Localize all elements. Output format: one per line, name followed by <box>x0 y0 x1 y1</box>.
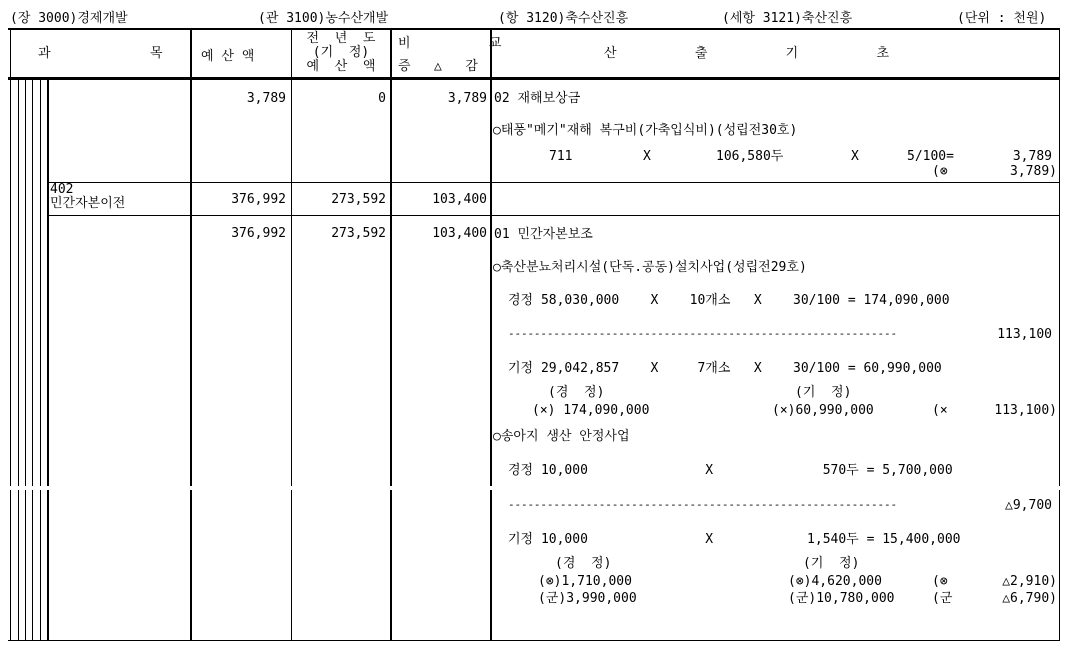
s3-i2-t1: △2,910) <box>1002 574 1057 589</box>
s3-i1-total: 113,100 <box>997 327 1052 342</box>
s3-i2-line1: 경정 10,000 X 570두 = 5,700,000 <box>508 463 953 478</box>
s1-calc-x1: X <box>643 149 651 164</box>
s3-i1-sub: (× <box>932 403 948 418</box>
s2-budget: 376,992 <box>231 192 286 207</box>
s3-i2-lbl-b: (기 정) <box>803 556 860 571</box>
header-budget: 예 산 액 <box>201 49 255 64</box>
header-prev-2: (기 정) <box>312 45 370 60</box>
s3-i1-line2: 기정 29,042,857 X 7개소 X 30/100 = 60,990,000 <box>508 361 942 376</box>
s3-item1: ○축산분뇨처리시설(단독.공동)설치사업(성립전29호) <box>493 260 807 275</box>
s3-i2-line2: 기정 10,000 X 1,540두 = 15,400,000 <box>508 532 961 547</box>
s2-diff: 103,400 <box>432 192 487 207</box>
unit-label: (단위 : 천원) <box>957 11 1047 26</box>
header-prev-1: 전 년 도 <box>306 31 376 46</box>
s1-calc-sub-total: 3,789) <box>1010 164 1057 179</box>
header-mok: 목 <box>150 46 163 61</box>
page-break-gap <box>8 486 1061 490</box>
s3-prev: 273,592 <box>331 226 386 241</box>
s3-i2-s1: (⊗ <box>932 574 948 589</box>
gwan-label: (관 3100)농수산개발 <box>258 11 389 26</box>
s2-code: 402 <box>50 182 74 197</box>
s3-i1-line1: 경정 58,030,000 X 10개소 X 30/100 = 174,090,000 <box>508 293 950 308</box>
s1-item: ○태풍"메기"재해 복구비(가축입식비)(성립전30호) <box>493 123 798 138</box>
s3-i2-t2: △6,790) <box>1002 591 1057 606</box>
s1-calc-x2: X <box>851 149 859 164</box>
s1-calc-sub: (⊗ <box>932 164 948 179</box>
s3-i2-s2: (군 <box>932 591 953 606</box>
s1-calc-b: 106,580두 <box>716 149 784 164</box>
s3-i2-b1: (⊗)4,620,000 <box>788 574 882 589</box>
s3-i1-val-b: (×)60,990,000 <box>772 403 874 418</box>
jang-label: (장 3000)경제개발 <box>10 11 128 26</box>
s1-budget: 3,789 <box>246 91 286 106</box>
s1-diff: 3,789 <box>447 91 487 106</box>
s1-calc-a: 711 <box>549 149 573 164</box>
sehang-label: (세항 3121)축산진흥 <box>722 11 853 26</box>
s3-i2-dash: ------------------------------------------------------------ <box>508 498 897 511</box>
s3-i2-b2: (군)10,780,000 <box>788 591 895 606</box>
s3-i1-lbl-a: (경 정) <box>548 385 605 400</box>
header-compare-1: 비 교 <box>398 36 502 51</box>
s3-i1-dash: ------------------------------------------------------------ <box>508 327 897 340</box>
s3-i1-val-a: (×) 174,090,000 <box>532 403 650 418</box>
header-compare-2: 증 △ 감 <box>398 59 478 74</box>
header-basis: 산 출 기 초 <box>604 46 890 61</box>
s3-title: 01 민간자본보조 <box>494 227 593 242</box>
s2-name: 민간자본이전 <box>50 196 126 211</box>
s3-i2-lbl-a: (경 정) <box>555 556 612 571</box>
s2-prev: 273,592 <box>331 192 386 207</box>
s1-calc-c: 5/100= <box>907 149 954 164</box>
s3-budget: 376,992 <box>231 226 286 241</box>
header-gwa: 과 <box>38 46 51 61</box>
s1-prev: 0 <box>378 91 386 106</box>
s3-i1-lbl-b: (기 정) <box>795 385 852 400</box>
s3-item2: ○송아지 생산 안정사업 <box>493 429 630 444</box>
s3-i2-total: △9,700 <box>1005 498 1052 513</box>
s3-i1-sub-total: 113,100) <box>994 403 1057 418</box>
s1-title: 02 재해보상금 <box>494 91 581 106</box>
hang-label: (항 3120)축수산진흥 <box>498 11 629 26</box>
header-prev-3: 예 산 액 <box>306 59 376 74</box>
s3-i2-a2: (군)3,990,000 <box>538 591 637 606</box>
s3-i2-a1: (⊗)1,710,000 <box>538 574 632 589</box>
s1-calc-total: 3,789 <box>1012 149 1052 164</box>
s3-diff: 103,400 <box>432 226 487 241</box>
